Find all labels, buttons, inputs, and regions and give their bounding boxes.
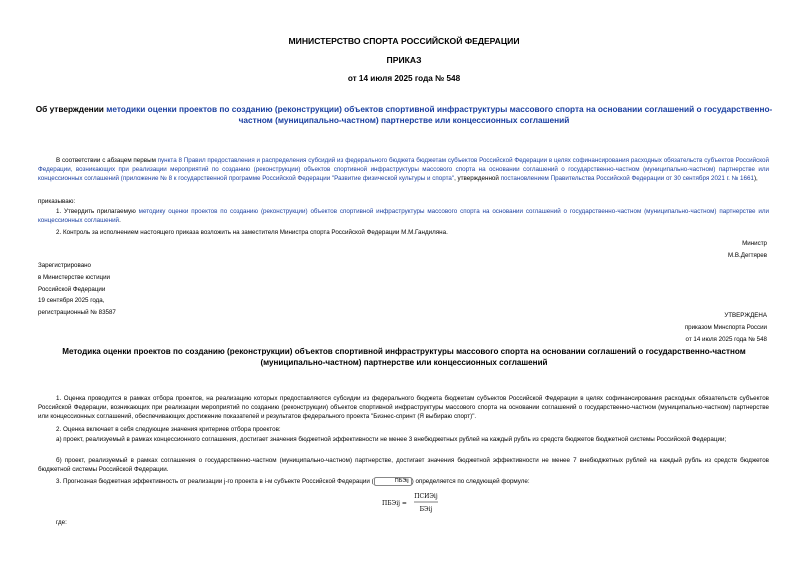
signature-name: М.В.Дегтярев	[728, 252, 767, 259]
formula-numerator: ПСИЭij	[414, 493, 438, 500]
method-subparagraph-a: а) проект, реализуемый в рамках концессионного соглашения, достигает значения бюджетной эффективности не менее 3 внебюджетных рублей на каждый рубль из средств бюджетов бюджетной системы Российской Федерации;	[56, 436, 727, 443]
item-1-suffix: .	[119, 217, 121, 225]
registration-line: Зарегистрировано	[38, 262, 91, 269]
order-heading	[30, 104, 778, 126]
signature-position: Министр	[742, 240, 767, 247]
approval-label: УТВЕРЖДЕНА	[724, 312, 767, 319]
paragraph-3-suffix: ) определяется по следующей формуле:	[411, 478, 530, 486]
pbe-symbol: ПБЭij	[374, 477, 412, 486]
item-1-prefix: 1. Утвердить прилагаемую	[56, 208, 139, 215]
formula-denominator: БЭij	[419, 506, 433, 513]
preamble-paragraph	[38, 156, 769, 184]
ministry-title: МИНИСТЕРСТВО СПОРТА РОССИЙСКОЙ ФЕДЕРАЦИИ	[288, 36, 520, 46]
registration-line: 19 сентября 2025 года,	[38, 297, 105, 305]
registration-line: регистрационный № 83587	[38, 309, 116, 317]
rules-link[interactable]: пункта 8 Правил предоставления и распределения субсидий из федерального бюджета бюджетам субъектов Российской Федерации в целях софинансирования расходных обязательств субъектов Российской Федерации, возникающих при реализации мероприятий по созданию (реконструкции) объектов спортивной инфраструктуры массового спорта на основании соглашений о государственно-частном (муниципально-частном) партнерстве или концессионных соглашений (приложение № 8 к государственной программе Российской Федерации "Развитие физической культуры и спорта"	[38, 157, 770, 183]
paragraph-3-prefix: 3. Прогнозная бюджетная эффективность от реализации j-го проекта в i-м субъекте Российской Федерации (	[56, 478, 374, 486]
item-1-method-link[interactable]: методику оценки проектов по созданию (реконструкции) объектов спортивной инфраструктуры массового спорта на основании соглашений о государственно-частном (муниципально-частном) партнерстве или концессионных соглашений	[38, 208, 769, 225]
method-paragraph-3	[38, 477, 769, 486]
heading-method-link[interactable]: методики оценки проектов по созданию (реконструкции) объектов спортивной инфраструктуры массового спорта на основании соглашений о государственно-частном (муниципально-частном) партнерстве или концессионных соглашений	[106, 104, 773, 125]
order-word: приказываю:	[38, 198, 76, 205]
method-paragraph-1: 1. Оценка проводится в рамках отбора проектов, на реализацию которых предоставляются субсидии из федерального бюджета бюджетам субъектов Российской Федерации в целях софинансирования расходных обязательств субъектов Российской Федерации, возникающих при реализации мероприятий по созданию (реконструкции) объектов спортивной инфраструктуры массового спорта на основании соглашений о государственно-частном (муниципально-частном) партнерстве или концессионных соглашений, обеспечивающих достижение показателей и результатов федерального проекта "Бизнес-спринт (Я выбираю спорт)".	[38, 395, 769, 421]
method-paragraph-2: 2. Оценка включает в себя следующие значения критериев отбора проектов:	[56, 426, 281, 433]
registration-block	[38, 260, 116, 319]
formula-lhs: ПБЭij =	[382, 500, 407, 507]
approval-order: приказом Минспорта России	[684, 324, 767, 331]
method-title: Методика оценки проектов по созданию (реконструкции) объектов спортивной инфраструктуры массового спорта на основании соглашений о государственно-частном (муниципально-частном) партнерстве или концессионных соглашений	[62, 347, 746, 367]
method-subparagraph-b: б) проект, реализуемый в рамках соглашения о государственно-частном (муниципально-частном) партнерстве, достигает значения бюджетной эффективности не менее 7 внебюджетных рублей на каждый рубль из средств бюджетов бюджетной системы Российской Федерации.	[38, 457, 769, 474]
budget-efficiency-formula	[380, 486, 440, 516]
registration-line: Российской Федерации	[38, 285, 106, 293]
preamble-text-3: ),	[753, 175, 758, 183]
order-date-number: от 14 июля 2025 года № 548	[347, 74, 461, 83]
heading-prefix: Об утверждении	[35, 104, 107, 114]
resolution-link[interactable]: постановлением Правительства Российской Федерации от 30 сентября 2021 г. № 1661	[500, 175, 754, 183]
item-2: 2. Контроль за исполнением настоящего приказа возложить на заместителя Министра спорта Российской Федерации М.М.Гандиляна.	[56, 229, 448, 236]
preamble-text-2: , утвержденной	[454, 175, 501, 183]
preamble-text-1: В соответствии с абзацем первым	[56, 157, 158, 164]
where-label: где:	[56, 519, 67, 526]
doc-type: ПРИКАЗ	[386, 55, 422, 65]
registration-line: в Министерстве юстиции	[38, 273, 111, 281]
item-1	[38, 207, 769, 225]
approval-date: от 14 июля 2025 года № 548	[685, 336, 767, 343]
